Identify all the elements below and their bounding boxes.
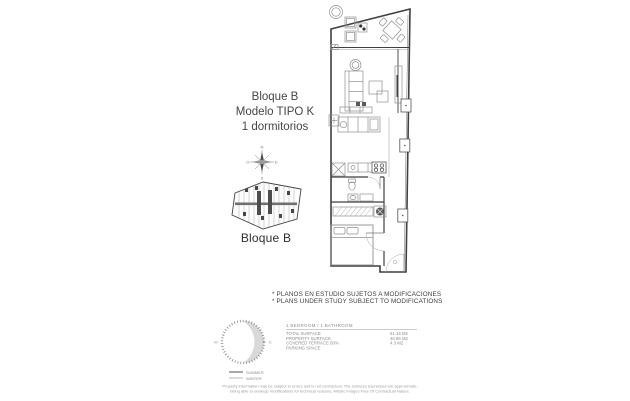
- compass-needle-ew: [252, 160, 272, 164]
- fine-print: [160, 384, 480, 394]
- sun-legend-summer-label: SUMMER: [246, 369, 264, 375]
- wardrobe: [333, 207, 373, 216]
- title-model-name: Modelo TIPO K: [235, 106, 315, 118]
- row-label: PARKING SPACE: [286, 345, 321, 351]
- disclaimer-line-es: * PLANOS EN ESTUDIO SUJETOS A MODIFICACIONES: [272, 291, 442, 298]
- sun-legend-winter-label: WINTER: [246, 375, 262, 381]
- fine-print-line-2: being able to undergo modifications for technical reasons. Artistic Images Free Of Contractual Nature.: [230, 388, 410, 394]
- compass-south-label: S: [260, 175, 264, 181]
- disclaimer: [272, 291, 442, 305]
- row-value: 4.3 M2: [390, 340, 404, 346]
- side-table: [377, 91, 388, 102]
- sun-east-label: E: [269, 339, 272, 345]
- row-value: 46.86 M2: [390, 335, 408, 341]
- kitchen-group: [332, 107, 389, 177]
- compass-north-label: N: [260, 144, 264, 150]
- exterior-walls: [331, 9, 410, 272]
- bed: [331, 225, 373, 265]
- compass-west-label: O: [246, 159, 250, 165]
- bathroom-group: [331, 177, 384, 266]
- bbq-grill: [358, 23, 367, 32]
- row-value: [390, 346, 417, 351]
- sofa: [345, 71, 363, 111]
- entry-door-arc: [386, 254, 404, 272]
- kitchen-sink: [340, 121, 346, 127]
- surface-table-header: 1 BEDROOM / 1 BATHROOM: [286, 323, 417, 330]
- surface-table: [286, 323, 417, 351]
- bedroom-door-arc: [366, 233, 384, 251]
- title-bedrooms: 1 dormitorios: [241, 121, 309, 133]
- bedroom-group: [331, 206, 386, 265]
- sun-west-label: W: [214, 339, 218, 345]
- toilet: [349, 182, 355, 190]
- pillow: [334, 228, 345, 235]
- stove: [372, 162, 386, 173]
- row-label: PROPERTY SURFACE: [286, 335, 331, 341]
- bathroom-door-arc: [368, 177, 380, 189]
- row-label: COVERED TERRACE 50%: [286, 340, 339, 346]
- fine-print-line-1: Property information may be subject to errors and is not contractual. The surfaces expressed are approximate,: [222, 384, 418, 389]
- row-label: TOTAL SURFACE: [286, 331, 321, 336]
- site-plan-outline: [232, 182, 301, 229]
- site-plan: [231, 180, 303, 232]
- living-room-group: [329, 49, 402, 126]
- sun-path-diagram: [211, 316, 281, 382]
- coffee-table: [369, 81, 382, 94]
- plant: [350, 60, 361, 71]
- terrace-dining-set: [372, 10, 412, 50]
- table-row: [286, 346, 417, 351]
- compass-rose-icon: [246, 143, 278, 183]
- site-plan-caption: Bloque B: [240, 231, 292, 245]
- disclaimer-line-en: * PLANS UNDER STUDY SUBJECT TO MODIFICATIONS: [272, 298, 443, 306]
- tv-unit: [395, 66, 402, 103]
- page-title: [219, 90, 331, 135]
- row-value: 51.16 M2: [390, 331, 408, 336]
- vanity-sink: [348, 194, 358, 201]
- title-block-name: Bloque B: [251, 91, 299, 103]
- apartment-floor-plan: [322, 5, 422, 287]
- sun-crescent: [243, 321, 264, 363]
- pillow: [347, 228, 358, 235]
- compass-east-label: E: [274, 159, 278, 165]
